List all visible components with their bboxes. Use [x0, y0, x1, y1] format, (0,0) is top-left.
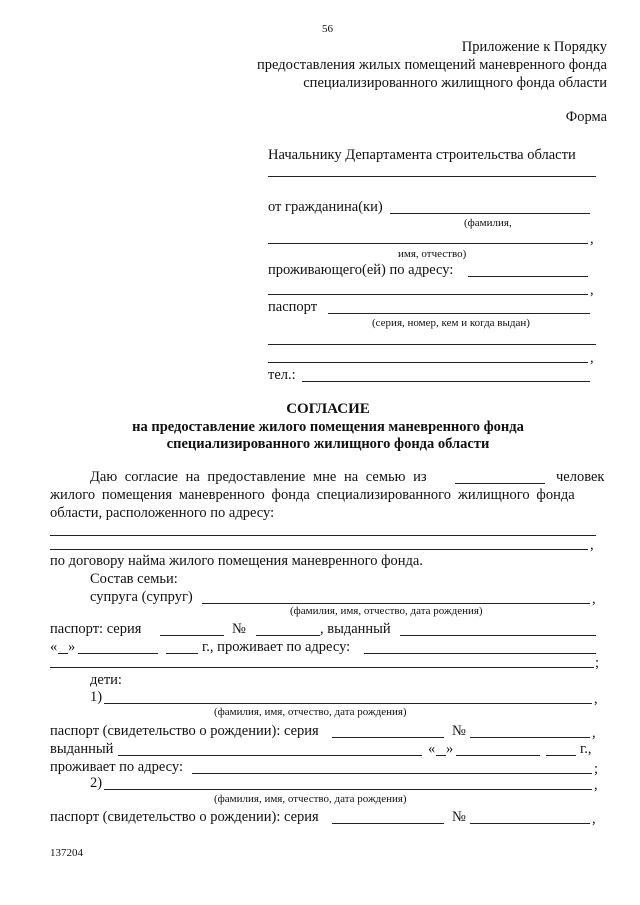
- child-2-number-sign: №: [452, 809, 466, 825]
- child-1-issued-line: [118, 755, 422, 756]
- child-2-number: 2): [90, 775, 103, 791]
- child-2-line: [104, 789, 592, 790]
- child-2-comma: ,: [594, 777, 598, 793]
- child-2-passport-label: паспорт (свидетельство о рождении): серия: [50, 809, 319, 825]
- child-1-number-line: [470, 737, 590, 738]
- name-line: [268, 243, 588, 244]
- child-1-year-label: г.,: [580, 741, 592, 757]
- contract-text: по договору найма жилого помещения маневренного фонда.: [50, 553, 423, 569]
- spouse-quote-close: »: [68, 639, 76, 655]
- document-title: СОГЛАСИЕ: [286, 401, 370, 417]
- residing-label: проживающего(ей) по адресу:: [268, 262, 454, 278]
- appendix-line-1: Приложение к Порядку: [461, 39, 607, 55]
- hint-child-2-fio: (фамилия, имя, отчество, дата рождения): [214, 793, 407, 805]
- consent-text-3: области, расположенного по адресу:: [50, 505, 275, 521]
- child-1-passport-label: паспорт (свидетельство о рождении): серия: [50, 723, 319, 739]
- residing-line-2-comma: ,: [590, 282, 594, 298]
- spouse-address-line-2: [50, 667, 594, 668]
- family-label: Состав семьи:: [90, 571, 178, 587]
- child-2-number-comma: ,: [592, 811, 596, 827]
- address-line-2-comma: ,: [590, 537, 594, 553]
- passport-line-3-comma: ,: [590, 350, 594, 366]
- spouse-day-line: [58, 653, 68, 654]
- passport-line-3: [268, 362, 588, 363]
- child-1-lives-semicolon: ;: [594, 761, 599, 777]
- child-2-number-line: [470, 823, 590, 824]
- spouse-year-line: [166, 653, 198, 654]
- child-2-series-line: [332, 823, 444, 824]
- child-1-quote-close: »: [446, 741, 454, 757]
- document-subtitle-1: на предоставление жилого помещения маневренного фонда: [132, 419, 524, 435]
- spouse-number-line: [256, 635, 320, 636]
- spouse-number-sign: №: [232, 621, 246, 637]
- child-1-number-sign: №: [452, 723, 466, 739]
- child-1-line: [104, 703, 592, 704]
- child-1-issued-label: выданный: [50, 741, 114, 757]
- form-label: Форма: [565, 109, 607, 125]
- hint-name-patronymic: имя, отчество): [398, 248, 467, 260]
- passport-label: паспорт: [268, 299, 318, 315]
- spouse-passport-series-label: паспорт: серия: [50, 621, 142, 637]
- child-1-lives-line: [192, 773, 592, 774]
- spouse-month-line: [78, 653, 158, 654]
- child-1-year-line: [546, 755, 576, 756]
- addressee-to: Начальнику Департамента строительства области: [268, 147, 576, 163]
- family-count-line: [455, 483, 545, 484]
- passport-line-2: [268, 344, 596, 345]
- children-label: дети:: [90, 672, 122, 688]
- child-1-lives-label: проживает по адресу:: [50, 759, 183, 775]
- child-1-quote-open: «: [428, 741, 436, 757]
- consent-text-1: Даю согласие на предоставление мне на семью из: [90, 469, 427, 485]
- hint-passport: (серия, номер, кем и когда выдан): [372, 317, 530, 329]
- child-1-number-comma: ,: [592, 725, 596, 741]
- spouse-line-comma: ,: [592, 591, 596, 607]
- child-1-number: 1): [90, 689, 103, 705]
- hint-surname: (фамилия,: [464, 217, 512, 229]
- spouse-address-semicolon: ;: [595, 655, 600, 671]
- spouse-issued-line: [400, 635, 596, 636]
- addressee-to-line: [268, 176, 596, 177]
- name-line-comma: ,: [590, 231, 594, 247]
- address-line-1: [50, 535, 596, 536]
- child-1-day-line: [436, 755, 446, 756]
- passport-line: [328, 313, 590, 314]
- tel-line: [302, 381, 590, 382]
- footer-code: 137204: [50, 847, 83, 859]
- from-citizen-line: [390, 213, 590, 214]
- page-number: 56: [322, 23, 333, 35]
- spouse-line: [202, 603, 590, 604]
- spouse-year-address-label: г., проживает по адресу:: [202, 639, 351, 655]
- tel-label: тел.:: [268, 367, 296, 383]
- spouse-label: супруга (супруг): [90, 589, 193, 605]
- child-1-series-line: [332, 737, 444, 738]
- child-1-month-line: [456, 755, 540, 756]
- consent-text-2: жилого помещения маневренного фонда специализированного жилищного фонда: [50, 487, 575, 503]
- hint-child-1-fio: (фамилия, имя, отчество, дата рождения): [214, 706, 407, 718]
- appendix-line-2: предоставления жилых помещений маневренного фонда: [257, 57, 607, 73]
- address-line-2: [50, 549, 588, 550]
- spouse-series-line: [160, 635, 224, 636]
- spouse-quote-open: «: [50, 639, 58, 655]
- consent-text-people: человек: [556, 469, 605, 485]
- residing-line-2: [268, 294, 588, 295]
- spouse-issued-label: , выданный: [320, 621, 391, 637]
- hint-spouse-fio: (фамилия, имя, отчество, дата рождения): [290, 605, 483, 617]
- from-citizen-label: от гражданина(ки): [268, 199, 383, 215]
- spouse-address-line: [364, 653, 596, 654]
- appendix-line-3: специализированного жилищного фонда области: [303, 75, 607, 91]
- residing-line: [468, 276, 588, 277]
- child-1-comma: ,: [594, 691, 598, 707]
- document-subtitle-2: специализированного жилищного фонда области: [166, 436, 490, 452]
